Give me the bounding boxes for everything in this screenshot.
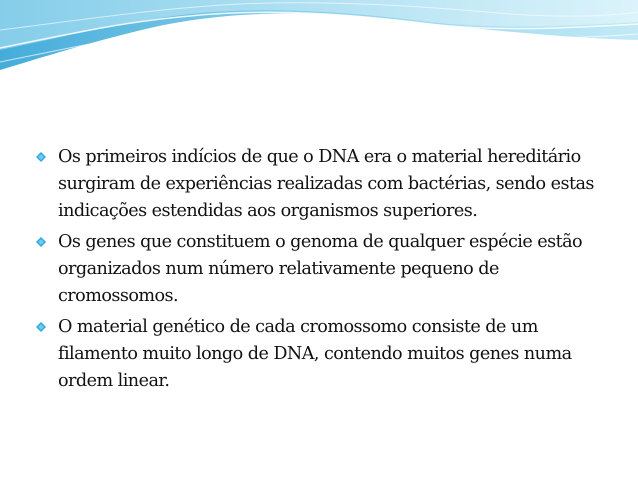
bullet-item xyxy=(36,314,616,395)
bullet-text: Os genes que constituem o genoma de qualquer espécie estão organizados num número relativamente pequeno de cromossomos. xyxy=(58,232,583,306)
wave-header-decoration xyxy=(0,0,638,80)
bullet-list xyxy=(36,144,616,399)
bullet-icon xyxy=(36,237,46,247)
bullet-text: O material genético de cada cromossomo consiste de um filamento muito longo de DNA, contendo muitos genes numa ordem linear. xyxy=(58,317,572,391)
bullet-icon xyxy=(36,152,46,162)
bullet-text: Os primeiros indícios de que o DNA era o material hereditário surgiram de experiências realizadas com bactérias, sendo estas indicações estendidas aos organismos superiores. xyxy=(58,147,594,221)
bullet-item xyxy=(36,229,616,310)
bullet-item xyxy=(36,144,616,225)
bullet-icon xyxy=(36,322,46,332)
